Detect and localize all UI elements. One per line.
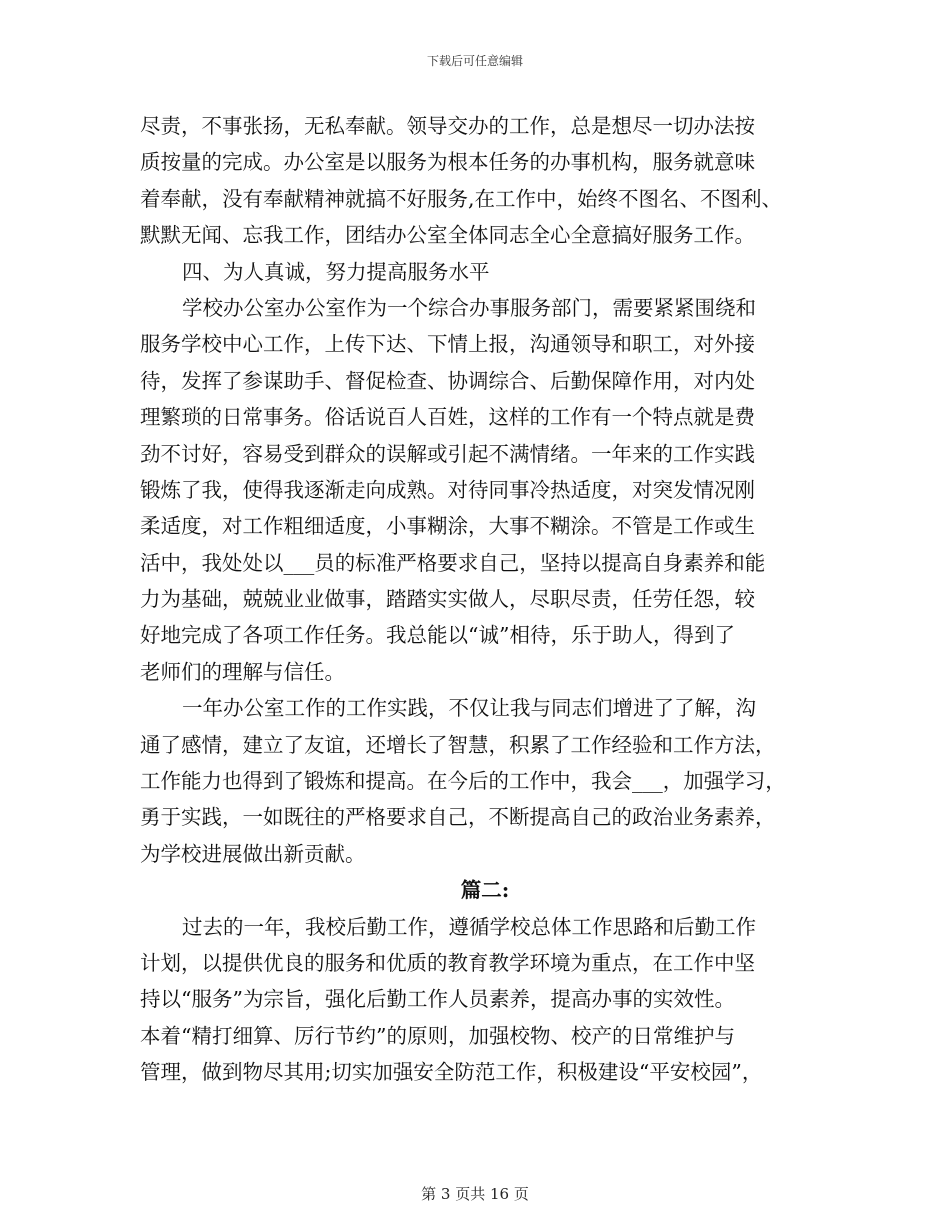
text-line: 待，发挥了参谋助手、督促检查、协调综合、后勤保障作用，对内处 — [140, 368, 755, 393]
text-line: 尽责，不事张扬，无私奉献。领导交办的工作，总是想尽一切办法按 — [140, 114, 755, 138]
text-line: 着奉献，没有奉献精神就搞不好服务,在工作中，始终不图名、不图利、 — [140, 186, 783, 211]
text-line: 持以“服务”为宗旨，强化后勤工作人员素养，提高办事的实效性。 — [140, 987, 735, 1012]
text-line: 过去的一年，我校后勤工作，遵循学校总体工作思路和后勤工作 — [182, 914, 756, 939]
text-line: 老师们的理解与信任。 — [140, 659, 345, 684]
text-line: 劲不讨好，容易受到群众的误解或引起不满情绪。一年来的工作实践 — [140, 441, 755, 466]
section-heading: 篇二: — [460, 878, 510, 903]
text-line: 锻炼了我，使得我逐渐走向成熟。对待同事冷热适度，对突发情况刚 — [140, 477, 755, 502]
text-line: 默默无闻、忘我工作，团结办公室全体同志全心全意搞好服务工作。 — [140, 223, 755, 248]
text-line: 好地完成了各项工作任务。我总能以“诚”相待，乐于助人，得到了 — [140, 623, 735, 648]
text-line: 一年办公室工作的工作实践，不仅让我与同志们增进了了解，沟 — [182, 696, 756, 721]
text-line: 学校办公室办公室作为一个综合办事服务部门，需要紧紧围绕和 — [182, 295, 756, 320]
text-line: 勇于实践，一如既往的严格要求自己，不断提高自己的政治业务素养， — [140, 805, 776, 830]
page-header: 下载后可任意编辑 — [426, 54, 523, 68]
text-line: 通了感情，建立了友谊，还增长了智慧，积累了工作经验和工作方法， — [140, 732, 776, 757]
text-line: 服务学校中心工作，上传下达、下情上报，沟通领导和职工，对外接 — [140, 332, 755, 357]
text-line: 力为基础，兢兢业业做事，踏踏实实做人，尽职尽责，任劳任怨，较 — [140, 587, 755, 612]
text-line: 四、为人真诚，努力提高服务水平 — [182, 259, 490, 284]
document-body — [140, 108, 830, 1091]
text-line: 活中，我处处以___员的标准严格要求自己，坚持以提高自身素养和能 — [140, 550, 766, 575]
text-line: 质按量的完成。办公室是以服务为根本任务的办事机构，服务就意味 — [140, 150, 755, 175]
text-line: 计划，以提供优良的服务和优质的教育教学环境为重点，在工作中坚 — [140, 950, 755, 975]
text-line: 柔适度，对工作粗细适度，小事糊涂，大事不糊涂。不管是工作或生 — [140, 514, 755, 539]
text-line: 管理，做到物尽其用;切实加强安全防范工作，积极建设“平安校园”， — [140, 1060, 763, 1085]
text-line: 为学校进展做出新贡献。 — [140, 841, 366, 866]
page-footer: 第 3 页共 16 页 — [421, 1185, 529, 1203]
text-line: 工作能力也得到了锻炼和提高。在今后的工作中，我会___，加强学习， — [140, 769, 786, 794]
text-line: 理繁琐的日常事务。俗话说百人百姓，这样的工作有一个特点就是费 — [140, 405, 755, 430]
text-line: 本着“精打细算、厉行节约”的原则，加强校物、校产的日常维护与 — [140, 1023, 735, 1048]
